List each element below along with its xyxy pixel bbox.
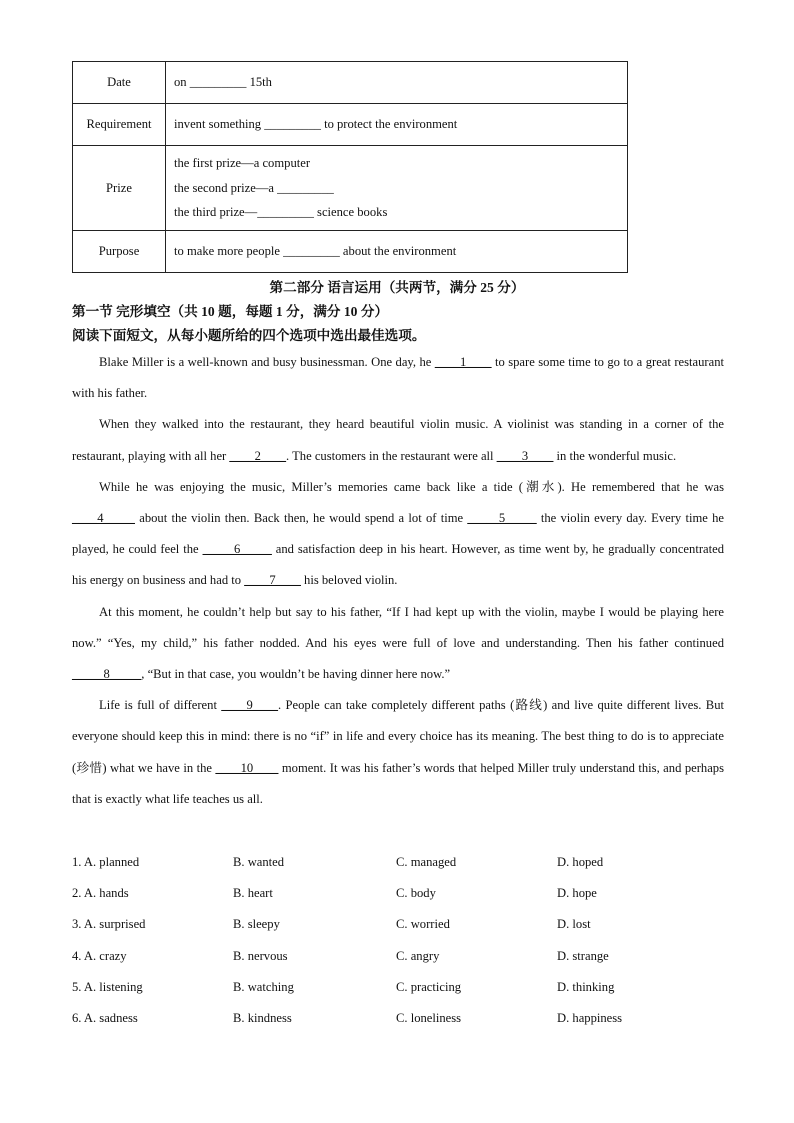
option-a: 4. A. crazy (72, 948, 127, 963)
table-key: Prize (73, 146, 166, 231)
question-row (72, 909, 732, 940)
table-row (73, 62, 628, 104)
option-c: C. angry (396, 948, 440, 963)
table-row (73, 231, 628, 273)
option-a: 1. A. planned (72, 855, 140, 869)
question-row (72, 972, 732, 1003)
option-a: 5. A. listening (72, 979, 143, 994)
blank-2: ____2____ (229, 448, 287, 463)
info-table (72, 61, 628, 273)
option-c: C. loneliness (396, 1010, 462, 1025)
blank-8: _____8_____ (72, 667, 142, 682)
table-key: Purpose (73, 231, 166, 273)
option-b: B. wanted (233, 855, 285, 869)
option-b: B. sleepy (233, 917, 280, 932)
question-row (72, 878, 732, 909)
question-row (72, 941, 732, 972)
option-c: C. practicing (396, 979, 462, 994)
blank-1: ____1____ (434, 355, 492, 369)
option-b: B. nervous (233, 948, 288, 963)
option-d: D. lost (557, 917, 591, 932)
table-key: Date (73, 62, 166, 104)
option-b: B. heart (233, 886, 273, 901)
table-key: Requirement (73, 104, 166, 146)
blank-9: ____9____ (221, 698, 278, 713)
option-c: C. managed (396, 855, 457, 869)
paragraph: Blake Miller is a well-known and busy businessman. One day, he ____1____ to spare some time to go to a great restaurant with his father. (72, 355, 724, 401)
option-d: D. hoped (557, 855, 604, 869)
paragraph: Life is full of different ____9____. People can take completely different paths (路线) and live quite different lives. But everyone should keep this in mind: there is no “if” in life and every choice has its meaning. The best thing to do is to appreciate (珍惜) what we have in the ____10____ moment. It was his father’s words that helped Miller truly understand this, and perhaps that is exactly what life teaches us all. (72, 698, 724, 806)
section-title: 第一节 完形填空（共 10 题，每题 1 分，满分 10 分） (72, 304, 389, 319)
option-a: 6. A. sadness (72, 1010, 138, 1025)
option-b: B. kindness (233, 1010, 292, 1025)
table-row (73, 104, 628, 146)
paragraph: When they walked into the restaurant, they heard beautiful violin music. A violinist was standing in a corner of the restaurant, playing with all her ____2____. The customers in the restaurant were all ____3____ in the wonderful music. (72, 417, 724, 463)
option-d: D. strange (557, 948, 609, 963)
option-c: C. body (396, 886, 436, 901)
question-row (72, 1003, 732, 1034)
blank-10: ____10____ (215, 760, 279, 775)
table-value: on _________ 15th (166, 62, 628, 104)
part-title: 第二部分 语言运用（共两节，满分 25 分） (269, 280, 525, 295)
table-value: the first prize—a computer the second prize—a _________ the third prize—_________ science books (166, 146, 628, 231)
option-b: B. watching (233, 979, 294, 994)
answer-options (72, 847, 732, 1034)
paragraph: While he was enjoying the music, Miller’s memories came back like a tide (潮水). He remembered that he was ____4_____ about the violin then. Back then, he would spend a lot of time _____5_____ the violin every day. Every time he played, he could feel the _____6_____ and satisfaction deep in his heart. However, as time went by, he gradually concentrated his energy on business and had to ____7____ his beloved violin. (72, 479, 724, 588)
option-d: D. hope (557, 886, 597, 901)
option-d: D. thinking (557, 979, 615, 994)
question-row (72, 847, 732, 878)
blank-3: ____3____ (496, 448, 554, 463)
table-value: invent something _________ to protect the environment (166, 104, 628, 146)
cloze-passage (72, 347, 724, 815)
table-value: to make more people _________ about the environment (166, 231, 628, 273)
blank-7: ____7____ (244, 573, 301, 588)
paragraph: At this moment, he couldn’t help but say to his father, “If I had kept up with the violin, maybe I would be playing here now.” “Yes, my child,” his father nodded. And his eyes were full of love and understanding. Then his father continued _____8_____, “But in that case, you wouldn’t be having dinner here now.” (72, 604, 724, 682)
instructions: 阅读下面短文，从每小题所给的四个选项中选出最佳选项。 (72, 328, 426, 343)
option-a: 2. A. hands (72, 886, 129, 901)
blank-6: _____6_____ (202, 542, 272, 557)
blank-4: ____4_____ (72, 511, 135, 526)
option-a: 3. A. surprised (72, 917, 146, 932)
option-d: D. happiness (557, 1010, 623, 1025)
table-row (73, 146, 628, 231)
blank-5: _____5_____ (467, 511, 537, 526)
option-c: C. worried (396, 917, 450, 932)
